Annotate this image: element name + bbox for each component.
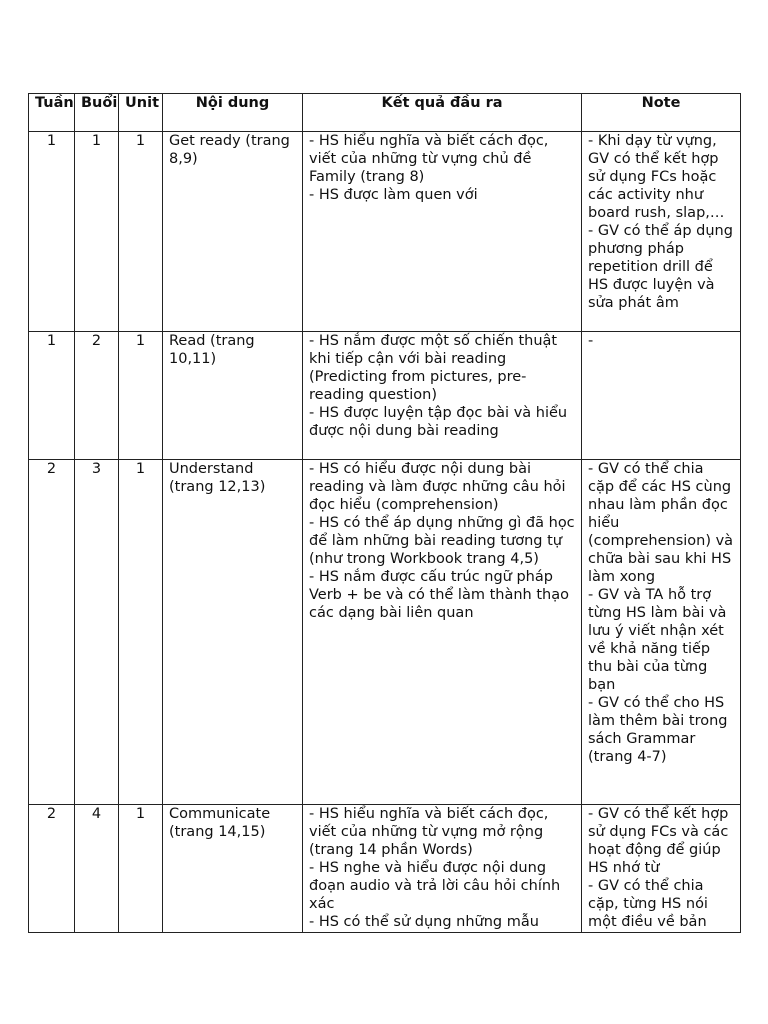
note-line: - GV có thể kết hợp sử dụng FCs và các hoạt động để giúp HS nhớ từ	[588, 806, 729, 876]
outcome-cell	[303, 805, 582, 933]
lesson-plan-table	[28, 93, 741, 933]
table-row	[29, 332, 741, 460]
outcome-line: - HS có thể áp dụng những gì đã học để làm những bài reading tương tự (như trong Workbook trang 4,5)	[309, 515, 575, 567]
session-cell: 2	[75, 332, 119, 460]
header-unit: Unit	[119, 94, 163, 132]
session-cell: 3	[75, 460, 119, 805]
outcome-cell	[303, 460, 582, 805]
outcome-line: - HS có thể sử dụng những mẫu	[309, 914, 539, 930]
note-line: - GV có thể chia cặp để các HS cùng nhau làm phần đọc hiểu (comprehension) và chữa bài sau khi HS làm xong	[588, 461, 734, 585]
unit-cell: 1	[119, 132, 163, 332]
outcome-line: - HS có hiểu được nội dung bài reading và làm được những câu hỏi đọc hiểu (comprehension)	[309, 461, 566, 513]
content-cell: Get ready (trang 8,9)	[163, 132, 303, 332]
outcome-line: - HS nắm được cấu trúc ngữ pháp Verb + be và có thể làm thành thạo các dạng bài liên quan	[309, 569, 569, 621]
content-cell: Read (trang 10,11)	[163, 332, 303, 460]
week-cell: 1	[29, 132, 75, 332]
content-cell: Understand (trang 12,13)	[163, 460, 303, 805]
note-line: - Khi dạy từ vựng, GV có thể kết hợp sử dụng FCs hoặc các activity như board rush, slap,…	[588, 133, 725, 221]
note-cell	[582, 332, 741, 460]
outcome-line: - HS được làm quen với	[309, 187, 478, 203]
content-cell: Communicate (trang 14,15)	[163, 805, 303, 933]
outcome-line: - HS được luyện tập đọc bài và hiểu được nội dung bài reading	[309, 405, 568, 439]
week-cell: 2	[29, 805, 75, 933]
note-line: - GV có thể áp dụng phương pháp repetition drill để HS được luyện và sửa phát âm	[588, 223, 733, 311]
outcome-line: - HS nghe và hiểu được nội dung đoạn audio và trả lời câu hỏi chính xác	[309, 860, 561, 912]
outcome-line: - HS nắm được một số chiến thuật khi tiếp cận với bài reading (Predicting from pictures, pre-reading question)	[309, 333, 558, 403]
header-note: Note	[582, 94, 741, 132]
outcome-line: - HS hiểu nghĩa và biết cách đọc, viết của những từ vựng chủ đề Family (trang 8)	[309, 133, 549, 185]
note-cell	[582, 132, 741, 332]
header-session: Buổi	[75, 94, 119, 132]
week-cell: 1	[29, 332, 75, 460]
outcome-line: - HS hiểu nghĩa và biết cách đọc, viết của những từ vựng mở rộng (trang 14 phần Words)	[309, 806, 549, 858]
header-outcome: Kết quả đầu ra	[303, 94, 582, 132]
note-line: - GV và TA hỗ trợ từng HS làm bài và lưu ý viết nhận xét về khả năng tiếp thu bài của từng bạn	[588, 587, 727, 693]
header-week: Tuần	[29, 94, 75, 132]
header-content: Nội dung	[163, 94, 303, 132]
note-line: -	[588, 333, 594, 349]
table-header-row	[29, 94, 741, 132]
table-row	[29, 805, 741, 933]
unit-cell: 1	[119, 805, 163, 933]
note-cell	[582, 460, 741, 805]
unit-cell: 1	[119, 460, 163, 805]
outcome-cell	[303, 132, 582, 332]
session-cell: 4	[75, 805, 119, 933]
week-cell: 2	[29, 460, 75, 805]
outcome-cell	[303, 332, 582, 460]
table-row	[29, 132, 741, 332]
note-cell	[582, 805, 741, 933]
note-line: - GV có thể cho HS làm thêm bài trong sách Grammar (trang 4-7)	[588, 695, 728, 765]
table-row	[29, 460, 741, 805]
unit-cell: 1	[119, 332, 163, 460]
session-cell: 1	[75, 132, 119, 332]
note-line: - GV có thể chia cặp, từng HS nói một điều về bản	[588, 878, 708, 930]
